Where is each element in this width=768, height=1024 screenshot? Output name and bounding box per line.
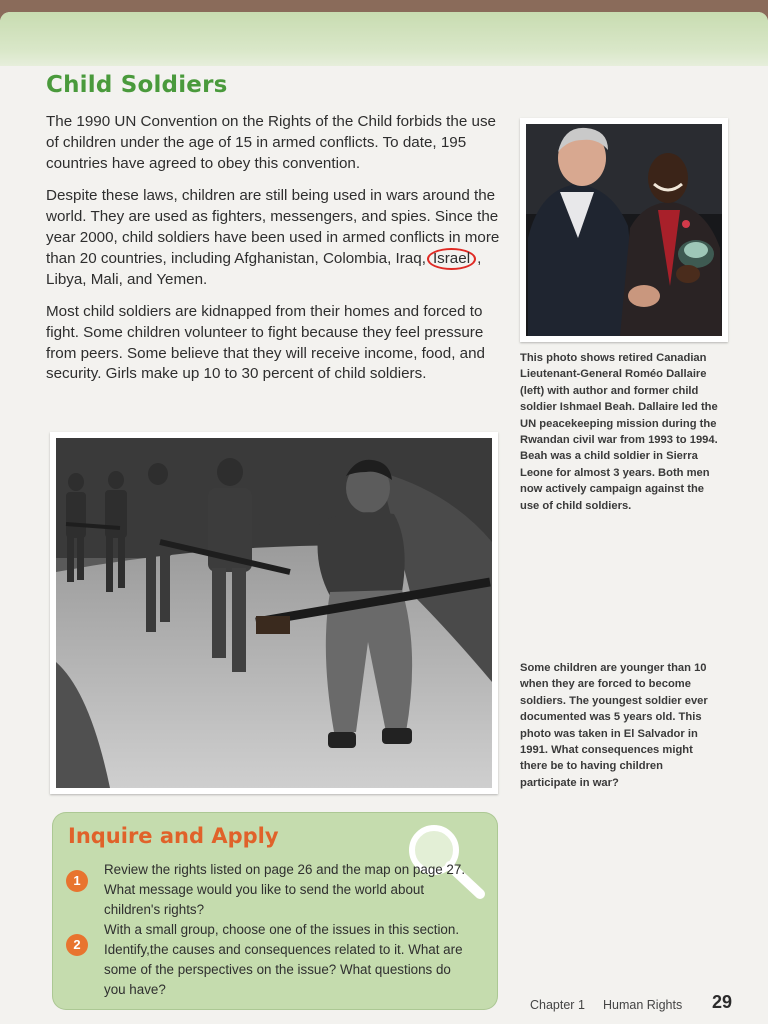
question-2-text: With a small group, choose one of the issues in this section. Identify,the causes and consequences related to it. What are some of the perspectives on the issue? What questions do you have?	[104, 922, 463, 997]
top-color-band	[0, 12, 768, 66]
question-1-text: Review the rights listed on page 26 and the map on page 27. What message would you like to send the world about children's rights?	[104, 862, 466, 917]
paragraph-countries-end: , Libya, Mali, and Yemen.	[46, 250, 482, 289]
inquire-title: Inquire and Apply	[68, 824, 279, 848]
caption-dallaire-beah: This photo shows retired Canadian Lieutenant-General Roméo Dallaire (left) with author and former child soldier Ishmael Beah. Dallaire led the UN peacekeeping mission during the Rwandan civil war from 1993 to 1994. Beah was a child soldier in Sierra Leone for almost 3 years. Both men now actively campaign against the use of child soldiers.	[520, 352, 718, 512]
caption-el-salvador: Some children are younger than 10 when they are forced to become soldiers. The youngest soldier ever documented was 5 years old. This photo was taken in El Salvador in 1991. What consequences might there be to having children participate in war?	[520, 662, 708, 789]
footer-chapter: Chapter 1	[530, 998, 585, 1012]
photo-child-soldiers-image	[50, 432, 498, 794]
section-heading: Child Soldiers	[46, 72, 228, 98]
paragraph-countries-start: Despite these laws, children are still being used in wars around the world. They are used as fighters, messengers, and spies. Since the year 2000, child soldiers have been used in armed conflicts in more than 20 countries, including Afghanistan, Colombia, Iraq,	[46, 187, 500, 268]
photo-dallaire-beah	[520, 118, 728, 342]
page-number: 29	[712, 992, 733, 1012]
paragraph-kidnapped: Most child soldiers are kidnapped from their homes and forced to fight. Some children volunteer to fight because they feel pressure from peers. Some believe that they will receive income, food, and security. Girls make up 10 to 30 percent of child soldiers.	[46, 303, 485, 383]
footer-section: Human Rights	[603, 998, 683, 1012]
inquire-and-apply-panel	[52, 812, 498, 1010]
photo-dallaire-beah-image	[520, 118, 728, 342]
question-number-1: 1	[66, 870, 88, 892]
circled-word-israel: Israel	[427, 248, 476, 270]
photo-child-soldiers-el-salvador	[50, 432, 498, 794]
question-number-2: 2	[66, 934, 88, 956]
paragraph-countries	[46, 186, 506, 291]
book-page	[0, 12, 768, 1024]
paragraph-un-convention: The 1990 UN Convention on the Rights of the Child forbids the use of children under the age of 15 in armed conflicts. To date, 195 countries have agreed to obey this convention.	[46, 113, 496, 172]
